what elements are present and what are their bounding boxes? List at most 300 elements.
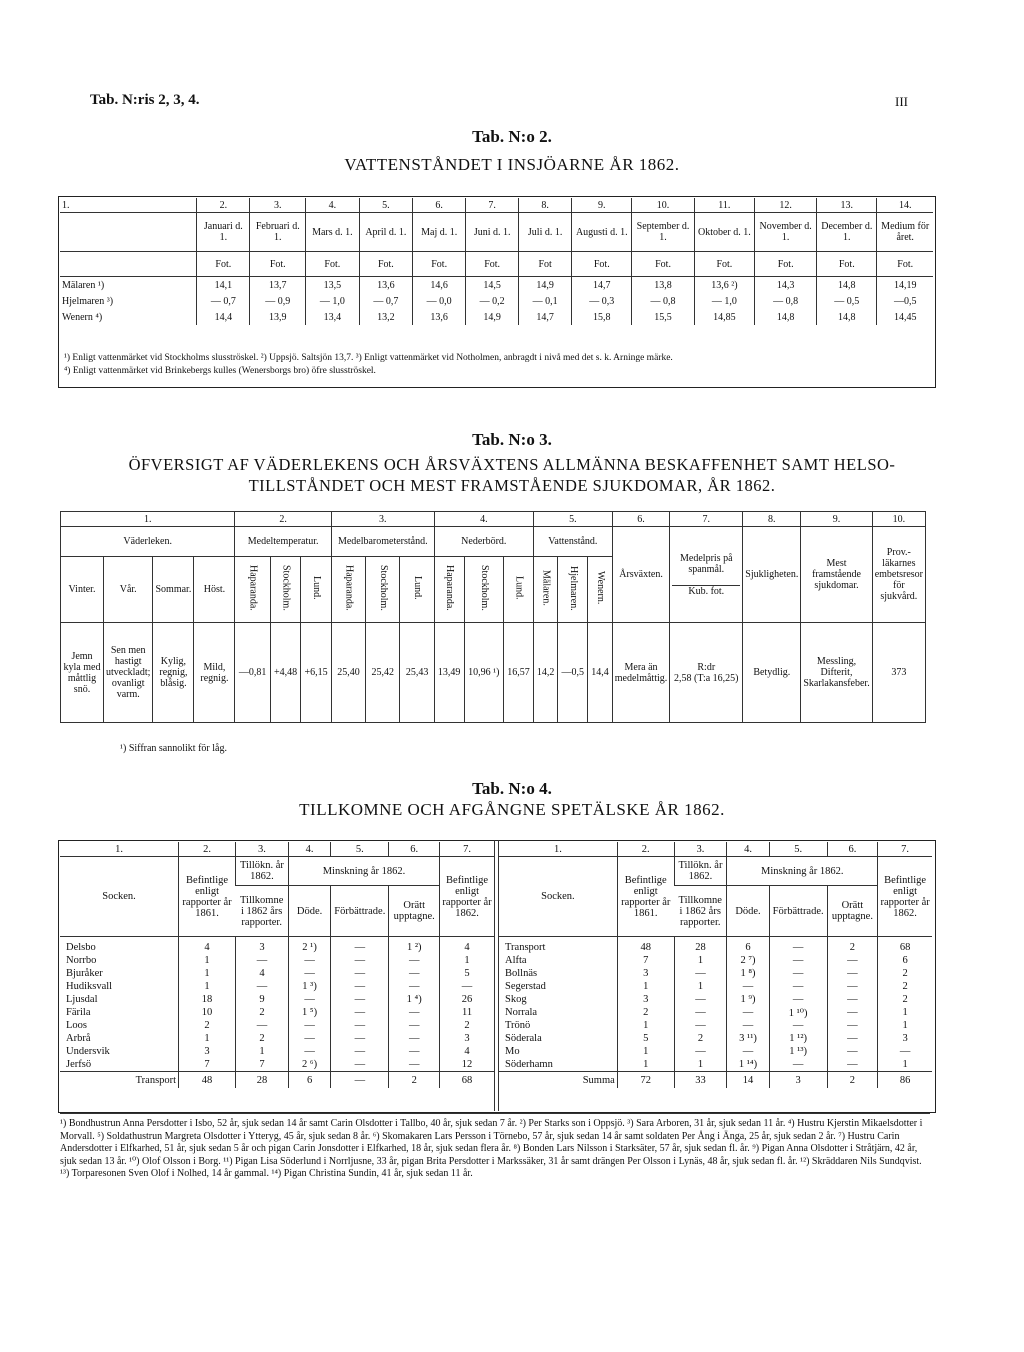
t3-val-arsvaxt: Mera än medelmåttig. <box>612 623 669 723</box>
tab2-cell: 14,7 <box>572 277 632 294</box>
t3-val-neder-2: 10,96 ¹) <box>464 623 503 723</box>
tab2-cell: 13,9 <box>250 309 306 325</box>
tab2-note-1: ¹) Enligt vattenmärket vid Stockholms slusströskel. ²) Uppsjö. Saltsjön 13,7. ³) Enligt vattenmärket vid Notholmen, anbragdt i nivå med det s. k. Arninge märke. <box>64 353 673 363</box>
t4-cell: 1 ¹²) <box>769 1032 827 1045</box>
t4-cell: — <box>288 1045 330 1058</box>
t4-sum-row <box>60 1072 494 1089</box>
t3-val-vatten-3: 14,4 <box>588 623 613 723</box>
t4-head-minskning: Minskning år 1862. <box>288 857 439 886</box>
t4-cell: 2 <box>236 1006 289 1019</box>
t4-cell: — <box>331 1045 389 1058</box>
t4-cell: 2 ⁶) <box>288 1058 330 1072</box>
t4-socken-name: Norrbo <box>66 955 97 966</box>
t3-num-5: 5. <box>533 512 612 527</box>
tab3-title-line2: TILLSTÅNDET OCH MEST FRAMSTÅENDE SJUKDOMAR, ÅR 1862. <box>248 476 776 495</box>
t4-head-minskning: Minskning år 1862. <box>727 857 878 886</box>
t4-head-forbattrade: Förbättrade. <box>769 886 827 937</box>
tab3-footnote: ¹) Siffran sannolikt för låg. <box>120 743 227 754</box>
t4-cell: 1 <box>878 1006 932 1019</box>
t4-head-tillokn: Tillökn. år 1862. <box>674 857 727 886</box>
t4-head-befintlige2: Befintlige enligt rapporter år 1862. <box>440 857 494 937</box>
t4-head-socken: Socken. <box>499 857 617 937</box>
t4-cell: — <box>827 980 878 993</box>
t3-group-nederbord: Nederbörd. <box>434 527 533 557</box>
t4-cell: — <box>288 954 330 967</box>
tab4-right-table <box>499 842 932 1088</box>
t3-vatten-wenern <box>588 557 613 623</box>
t3-col7-head <box>670 527 743 623</box>
tab2-notes <box>64 352 924 378</box>
tab2-cell: 14,85 <box>694 309 755 325</box>
t4-head-oratt: Orätt upptagne. <box>827 886 878 937</box>
t4-sum-cell: 48 <box>179 1072 236 1089</box>
t4-data-row <box>499 954 932 967</box>
t2-mon-cell: September d. 1. <box>632 213 694 252</box>
t4-cell: — <box>769 1019 827 1032</box>
tab2-cell: 15,8 <box>572 309 632 325</box>
t3-num-9: 9. <box>801 512 872 527</box>
t4-sum-cell: 33 <box>674 1072 727 1089</box>
t4-cell: 4 <box>236 967 289 980</box>
tab4-number: Tab. N:o 4. <box>472 779 552 798</box>
tab2-row-label: Mälaren ¹) <box>60 277 197 294</box>
t2-mon-cell: Juni d. 1. <box>466 213 519 252</box>
t4-socken-name: Hudiksvall <box>66 981 113 992</box>
t4-cell: 1 <box>179 954 236 967</box>
t3-col7-unit: Kub. fot. <box>672 585 740 597</box>
t4-cell: — <box>389 1006 440 1019</box>
t4-cell: 2 <box>179 1019 236 1032</box>
t4-cell: — <box>288 1032 330 1045</box>
page-left-header: Tab. N:ris 2, 3, 4. <box>90 92 200 108</box>
t4-head-socken: Socken. <box>60 857 179 937</box>
tab4-footnotes: ¹) Bondhustrun Anna Persdotter i Isbo, 52 år, sjuk sedan 14 år samt Carin Olsdotter i Tallbo, 40 år, sjuk sedan 7 år. ²) Per Starks son i Oppsjö. ³) Sara Arboren, 31 år, sjuk sedan 11 år. ⁴) Hustru Kjerstin Mikaelsdotter i Morvall. ⁵) Soldathustrun Margreta Olsdotter i Ytteryg, 45 år, sjuk sedan 8 år. ⁶) Skomakaren Lars Persson i Törnebo, 57 år, sjuk sedan 14 år samt soldaten Per Ång i Änga, 25 år, sjuk sedan 2 år. ⁷) Hustru Carin Andersdotter i Elfkarhed, 51 år, sjuk sedan 5 år och pigan Carin Jonsdotter i Elfkarhed, 18 år, sjuk sedan flera år. ⁸) Bonden Lars Nilsson i Starksäter, 57 år, sjuk sedan fl. år. ⁹) Pigan Anna Olsdotter i Stråtjärn, 42 år, sjuk sedan 13 år. ¹⁰) Olof Olsson i Borg. ¹¹) Pigan Lisa Söderlund i Norrljusne, 33 år, pigan Brita Persdotter i Markssäker, 31 år samt drängen Per Olsson i Lynäs, 48 år, sjuk sedan fl. år. ¹²) Skräddaren Nils Sundqvist. ¹³) Torparesonen Sven Olof i Nolhed, 14 år gammal. ¹⁴) Pigan Christina Sundin, 41 år, sjuk sedan 11 år. <box>60 1113 930 1181</box>
t3-val-pris <box>670 623 743 723</box>
t3-group-vaderlek: Väderleken. <box>61 527 235 557</box>
t4-cell: — <box>331 937 389 955</box>
t2-num-cell: 4. <box>306 198 359 213</box>
t3-col8-head: Sjukligheten. <box>743 527 801 623</box>
t3-val-neder-1: 13,49 <box>434 623 464 723</box>
tab3-title-line1: ÖFVERSIGT AF VÄDERLEKENS OCH ÅRSVÄXTENS ALLMÄNNA BESKAFFENHET SAMT HELSO- <box>128 455 896 474</box>
t2-num-cell: 7. <box>466 198 519 213</box>
t3-num-3: 3. <box>331 512 434 527</box>
t4-col-number: 1. <box>499 842 617 857</box>
t4-cell: — <box>331 1058 389 1072</box>
t4-cell: — <box>827 993 878 1006</box>
tab2-number: Tab. N:o 2. <box>472 127 552 146</box>
t4-head-row <box>60 857 494 886</box>
t4-socken-name: Bollnäs <box>505 968 538 979</box>
t2-mon-cell: Augusti d. 1. <box>572 213 632 252</box>
t2-num-cell: 14. <box>877 198 933 213</box>
t4-cell: 1 ¹³) <box>769 1045 827 1058</box>
t4-cell: 28 <box>674 937 727 955</box>
t4-cell: — <box>827 1045 878 1058</box>
t4-cell: 48 <box>617 937 674 955</box>
t4-sum-cell: — <box>331 1072 389 1089</box>
t4-sum-row <box>499 1072 932 1089</box>
t4-cell: — <box>727 1019 769 1032</box>
t4-cell: 1 <box>617 1045 674 1058</box>
tab2-cell: — 0,7 <box>197 293 250 309</box>
t4-cell: 4 <box>440 1045 494 1058</box>
t2-num-cell: 10. <box>632 198 694 213</box>
tab2-note-2: ⁴) Enligt vattenmärket vid Brinkebergs kulles (Wenersborgs bro) öfre slusströskel. <box>64 366 376 376</box>
t4-sum-label: Transport <box>60 1072 179 1089</box>
t4-cell: 1 ¹⁴) <box>727 1058 769 1072</box>
t4-cell: — <box>827 1058 878 1072</box>
tab4-left-table <box>60 842 494 1088</box>
t4-col-number: 5. <box>331 842 389 857</box>
t4-cell: 3 <box>617 967 674 980</box>
t4-cell: 1 <box>236 1045 289 1058</box>
t2-num-cell: 5. <box>359 198 413 213</box>
t3-temp-haparanda-label: Haparanda. <box>247 565 259 611</box>
t3-season-sommar: Sommar. <box>153 557 194 623</box>
t4-data-row <box>60 1045 494 1058</box>
t4-data-row <box>60 954 494 967</box>
t4-head-dode: Döde. <box>288 886 330 937</box>
t4-col-number: 7. <box>878 842 932 857</box>
t4-cell: — <box>288 1019 330 1032</box>
tab2-cell: 14,9 <box>466 309 519 325</box>
tab2-row-label: Hjelmaren ³) <box>60 293 197 309</box>
t3-neder-haparanda-label: Haparanda. <box>444 565 456 611</box>
t4-cell: — <box>389 1058 440 1072</box>
t2-fot-cell: Fot. <box>413 252 466 277</box>
tab2-cell: 14,6 <box>413 277 466 294</box>
t4-socken-name: Färila <box>66 1007 91 1018</box>
t4-cell: 1 ¹⁰) <box>769 1006 827 1019</box>
t4-data-row <box>60 1006 494 1019</box>
t2-mon-cell: December d. 1. <box>817 213 877 252</box>
t3-val-neder-3: 16,57 <box>504 623 534 723</box>
t3-temp-lund-label: Lund. <box>311 576 323 600</box>
t3-num-2: 2. <box>235 512 331 527</box>
t4-cell: — <box>389 1032 440 1045</box>
t3-baro-lund <box>400 557 434 623</box>
t3-temp-lund <box>301 557 332 623</box>
t4-sum-cell: 3 <box>769 1072 827 1089</box>
t4-col-number: 3. <box>236 842 289 857</box>
t3-baro-haparanda-label: Haparanda. <box>343 565 355 611</box>
t4-cell: 1 <box>674 954 727 967</box>
tab2-cell: — 0,5 <box>817 293 877 309</box>
t4-col-number: 6. <box>389 842 440 857</box>
t4-cell: — <box>331 993 389 1006</box>
tab2-cell: — 0,1 <box>519 293 572 309</box>
tab2-cell: 14,45 <box>877 309 933 325</box>
t4-cell: — <box>769 937 827 955</box>
t4-col-number: 6. <box>827 842 878 857</box>
tab2-cell: 13,7 <box>250 277 306 294</box>
t3-temp-haparanda <box>235 557 270 623</box>
t4-cell: — <box>769 993 827 1006</box>
tab2-cell: 13,8 <box>632 277 694 294</box>
t4-cell: 1 ²) <box>389 937 440 955</box>
t4-cell: 6 <box>727 937 769 955</box>
t4-cell: 4 <box>179 937 236 955</box>
t4-cell: 3 <box>179 1045 236 1058</box>
t4-sum-cell: 72 <box>617 1072 674 1089</box>
t4-socken-name: Arbrå <box>66 1033 91 1044</box>
t3-val-resor: 373 <box>872 623 925 723</box>
t3-num-7: 7. <box>670 512 743 527</box>
t4-socken-name: Undersvik <box>66 1046 110 1057</box>
t4-cell: — <box>769 954 827 967</box>
t4-cell: — <box>878 1045 932 1058</box>
t3-val-vinter: Jemn kyla med måttlig snö. <box>61 623 104 723</box>
t3-group-medeltemp: Medeltemperatur. <box>235 527 331 557</box>
t4-socken-name: Delsbo <box>66 942 96 953</box>
t4-socken-name: Norrala <box>505 1007 538 1018</box>
t4-head-forbattrade: Förbättrade. <box>331 886 389 937</box>
t4-col-number: 5. <box>769 842 827 857</box>
t4-cell: 1 <box>674 1058 727 1072</box>
t4-sum-label: Summa <box>499 1072 617 1089</box>
t4-cell: 1 ³) <box>288 980 330 993</box>
t4-data-row <box>60 1019 494 1032</box>
t4-cell: 1 ⁴) <box>389 993 440 1006</box>
tab2-cell: — 0,8 <box>632 293 694 309</box>
t3-num-4: 4. <box>434 512 533 527</box>
tab2-cell: — 1,0 <box>306 293 359 309</box>
t4-data-row <box>60 980 494 993</box>
t4-cell: — <box>727 1006 769 1019</box>
t4-head-dode: Döde. <box>727 886 769 937</box>
tab2-cell: 14,8 <box>755 309 817 325</box>
t4-sum-cell: 28 <box>236 1072 289 1089</box>
t4-cell: 3 ¹¹) <box>727 1032 769 1045</box>
t4-data-row <box>499 1019 932 1032</box>
t4-cell: — <box>389 954 440 967</box>
t3-vatten-hjelmaren-label: Hjelmaren. <box>567 565 579 611</box>
t2-num-cell: 11. <box>694 198 755 213</box>
t3-vatten-wenern-label: Wenern. <box>595 571 606 605</box>
tab2-cell: 13,2 <box>359 309 413 325</box>
tab2-cell: 14,19 <box>877 277 933 294</box>
t3-val-vatten-1: 14,2 <box>533 623 557 723</box>
t4-cell: 68 <box>878 937 932 955</box>
t2-mon-cell: April d. 1. <box>359 213 413 252</box>
t4-num-row <box>499 842 932 857</box>
t4-cell: 1 <box>179 1032 236 1045</box>
t2-fot-cell: Fot. <box>632 252 694 277</box>
t4-socken-name: Bjuråker <box>66 968 103 979</box>
t4-cell: 2 <box>236 1032 289 1045</box>
t4-col-number: 7. <box>440 842 494 857</box>
t4-socken-name: Mo <box>505 1046 520 1057</box>
t4-head-tillokn: Tillökn. år 1862. <box>236 857 289 886</box>
t3-baro-stockholm <box>366 557 400 623</box>
tab2-cell: 13,6 <box>359 277 413 294</box>
tab2-row <box>60 277 933 294</box>
t4-cell: 1 <box>878 1019 932 1032</box>
t4-cell: — <box>288 967 330 980</box>
tab4-title: TILLKOMNE OCH AFGÅNGNE SPETÄLSKE ÅR 1862. <box>299 800 725 819</box>
t3-neder-haparanda <box>434 557 464 623</box>
t2-num-cell: 9. <box>572 198 632 213</box>
t3-val-temp-2: +4,48 <box>270 623 301 723</box>
tab2-cell: — 0,2 <box>466 293 519 309</box>
t4-cell: 1 <box>179 967 236 980</box>
t3-val-sjukdomar: Messling, Difterit, Skarlakansfeber. <box>801 623 872 723</box>
t2-mon-cell: Maj d. 1. <box>413 213 466 252</box>
t4-data-row <box>60 993 494 1006</box>
t4-cell: — <box>389 1019 440 1032</box>
t4-head-tillkomne: Tillkomne i 1862 års rapporter. <box>674 886 727 937</box>
t3-val-vatten-2: —0,5 <box>558 623 588 723</box>
t4-cell: 1 <box>179 980 236 993</box>
t2-num-cell: 6. <box>413 198 466 213</box>
t4-sum-cell: 2 <box>389 1072 440 1089</box>
t4-data-row <box>499 980 932 993</box>
t4-cell: — <box>827 1006 878 1019</box>
t2-fot-cell: Fot. <box>877 252 933 277</box>
t4-data-row <box>60 937 494 955</box>
t4-cell: — <box>827 1019 878 1032</box>
t3-val-host: Mild, regnig. <box>194 623 235 723</box>
t2-mon-cell: Februari d. 1. <box>250 213 306 252</box>
t3-baro-lund-label: Lund. <box>412 576 424 600</box>
t4-cell: — <box>331 967 389 980</box>
t4-cell: — <box>236 954 289 967</box>
t4-cell: 1 <box>617 980 674 993</box>
t4-cell: — <box>674 993 727 1006</box>
t3-val-sjuk: Betydlig. <box>743 623 801 723</box>
t2-fot-cell: Fot. <box>755 252 817 277</box>
t4-cell: — <box>769 1058 827 1072</box>
t3-season-var: Vår. <box>104 557 153 623</box>
t3-neder-lund-label: Lund. <box>513 576 525 600</box>
t2-mon-cell: Mars d. 1. <box>306 213 359 252</box>
t4-socken-name: Loos <box>66 1020 87 1031</box>
t2-fot-cell: Fot <box>519 252 572 277</box>
t2-mon-cell: Januari d. 1. <box>197 213 250 252</box>
t4-cell: — <box>827 1032 878 1045</box>
t4-socken-name: Söderala <box>505 1033 542 1044</box>
t2-fot-cell: Fot. <box>572 252 632 277</box>
t2-fot-cell: Fot. <box>359 252 413 277</box>
t2-num-cell: 8. <box>519 198 572 213</box>
t3-neder-lund <box>504 557 534 623</box>
t2-num-cell: 12. <box>755 198 817 213</box>
t4-socken-name: Skog <box>505 994 527 1005</box>
t4-head-befintlige2: Befintlige enligt rapporter år 1862. <box>878 857 932 937</box>
t4-head-tillkomne: Tillkomne i 1862 års rapporter. <box>236 886 289 937</box>
t4-cell: 2 <box>878 967 932 980</box>
tab3-table <box>60 511 926 723</box>
t4-cell: — <box>288 993 330 1006</box>
tab2-cell: 13,5 <box>306 277 359 294</box>
t3-group-barometer: Medelbarometerstånd. <box>331 527 434 557</box>
t3-vatten-malaren-label: Mälaren. <box>540 570 552 606</box>
tab2-cell: 15,5 <box>632 309 694 325</box>
t3-val-temp-3: +6,15 <box>301 623 332 723</box>
t4-cell: — <box>440 980 494 993</box>
t4-socken-name: Ljusdal <box>66 994 98 1005</box>
tab2-cell: 13,6 <box>413 309 466 325</box>
t4-data-row <box>60 1058 494 1072</box>
t4-cell: 12 <box>440 1058 494 1072</box>
t4-cell: — <box>236 980 289 993</box>
t4-cell: — <box>674 967 727 980</box>
t3-val-baro-3: 25,43 <box>400 623 434 723</box>
t4-cell: 7 <box>179 1058 236 1072</box>
t4-cell: 1 ⁸) <box>727 967 769 980</box>
t4-cell: — <box>331 1032 389 1045</box>
t4-cell: — <box>331 1006 389 1019</box>
t4-sum-cell: 6 <box>288 1072 330 1089</box>
tab2-cell: 14,9 <box>519 277 572 294</box>
tab2-cell: — 0,8 <box>755 293 817 309</box>
tab2-row <box>60 293 933 309</box>
t4-cell: 4 <box>440 937 494 955</box>
t4-data-row <box>499 1032 932 1045</box>
t3-baro-stockholm-label: Stockholm. <box>377 565 389 611</box>
t4-cell: 5 <box>440 967 494 980</box>
t2-num-cell: 2. <box>197 198 250 213</box>
t4-head-befintlige: Befintlige enligt rapporter år 1861. <box>179 857 236 937</box>
t2-mon-cell: Oktober d. 1. <box>694 213 755 252</box>
t4-cell: 11 <box>440 1006 494 1019</box>
t4-cell: — <box>674 1019 727 1032</box>
tab2-cell: 14,8 <box>817 277 877 294</box>
t4-cell: — <box>769 980 827 993</box>
t4-cell: 7 <box>236 1058 289 1072</box>
t3-temp-stockholm <box>270 557 301 623</box>
t2-fot-cell <box>60 252 197 277</box>
t4-cell: 2 <box>674 1032 727 1045</box>
t3-val-var: Sen men hastigt utveckladt; ovanligt varm. <box>104 623 153 723</box>
t4-cell: 1 <box>617 1019 674 1032</box>
t4-data-row <box>499 967 932 980</box>
t4-cell: — <box>674 1006 727 1019</box>
t4-cell: — <box>389 1045 440 1058</box>
tab2-cell: 13,4 <box>306 309 359 325</box>
t3-baro-haparanda <box>331 557 365 623</box>
t3-neder-stockholm <box>464 557 503 623</box>
t3-vatten-hjelmaren <box>558 557 588 623</box>
t3-group-vattenstand: Vattenstånd. <box>533 527 612 557</box>
t4-cell: 1 ⁵) <box>288 1006 330 1019</box>
tab2-row-label: Wenern ⁴) <box>60 309 197 325</box>
t4-socken-name: Jerfsö <box>66 1059 92 1070</box>
t2-fot-cell: Fot. <box>250 252 306 277</box>
t4-cell: 3 <box>617 993 674 1006</box>
t4-col-number: 2. <box>617 842 674 857</box>
t4-cell: — <box>389 980 440 993</box>
t4-head-row <box>499 857 932 886</box>
t4-cell: — <box>727 980 769 993</box>
tab2-cell: — 1,0 <box>694 293 755 309</box>
t4-col-number: 3. <box>674 842 727 857</box>
t2-fot-cell: Fot. <box>817 252 877 277</box>
t4-head-befintlige: Befintlige enligt rapporter år 1861. <box>617 857 674 937</box>
t4-head-oratt: Orätt upptagne. <box>389 886 440 937</box>
tab2-table <box>60 198 933 325</box>
t4-sum-cell: 86 <box>878 1072 932 1089</box>
t3-num-8: 8. <box>743 512 801 527</box>
t4-sum-cell: 2 <box>827 1072 878 1089</box>
tab2-title: VATTENSTÅNDET I INSJÖARNE ÅR 1862. <box>344 155 680 174</box>
t4-socken-name: Trönö <box>505 1020 531 1031</box>
t3-col6-head: Årsväxten. <box>612 527 669 623</box>
t2-fot-cell: Fot. <box>466 252 519 277</box>
t4-cell: 1 <box>674 980 727 993</box>
t4-col-number: 2. <box>179 842 236 857</box>
